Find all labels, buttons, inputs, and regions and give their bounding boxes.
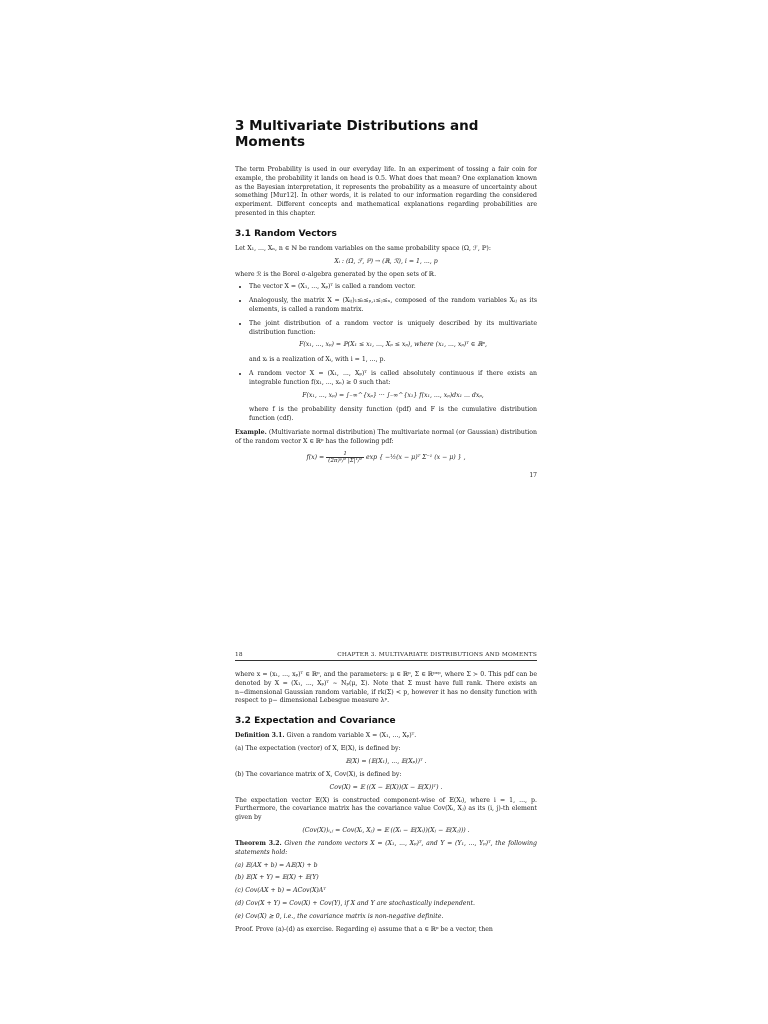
theorem-item-a: (a) 𝔼(AX + b) = A𝔼(X) + b [235,861,318,869]
theorem-text: Given the random vectors X = (X₁, ..., Xₚ)ᵀ, and Y = (Y₁, ..., Yₚ)ᵀ, the following statements hold: [235,839,537,856]
fraction [326,451,364,464]
borel-line: where ℛ is the Borel σ-algebra generated by the open sets of ℝ. [235,270,437,278]
bullet-absolutely-continuous: A random vector X = (X₁, ..., Xₚ)ᵀ is called absolutely continuous if there exists an integrable function f(x₁, ..., xₙ) ≥ 0 such that: [249,369,537,386]
eq-lhs: f(x) = [306,453,325,461]
definitions-list [235,283,537,424]
bullet-random-vector: The vector X = (X₁, ..., Xₚ)ᵀ is called a random vector. [249,283,416,291]
equation-mapping: Xᵢ : (Ω, ℱ, ℙ) → (ℝ, ℛ), i = 1, ..., p [334,257,438,265]
equation-cdf: F(x₁, ..., xₚ) = ℙ(X₁ ≤ x₁, ..., Xₚ ≤ xₚ), where (x₁, ..., xₚ)ᵀ ∈ ℝᵖ, [299,341,487,349]
page-18 [235,652,537,938]
section-title-random-vectors: 3.1 Random Vectors [235,228,337,239]
equation-covariance-element: (Cov(X))ᵢ,ⱼ = Cov(Xᵢ, Xⱼ) = 𝔼 ((Xᵢ − 𝔼(Xᵢ))(Xⱼ − 𝔼(Xⱼ))) . [302,826,470,834]
eq-rhs: exp { −½(x − μ)ᵀ Σ⁻¹ (x − μ) } , [365,453,466,461]
page-17 [235,118,537,479]
equation-expectation: 𝔼(X) = (𝔼(X₁), ..., 𝔼(Xₚ))ᵀ . [345,757,427,765]
equation-gaussian-pdf [235,451,537,464]
list-item [249,320,537,365]
section-title-expectation: 3.2 Expectation and Covariance [235,716,396,727]
theorem-item-d: (d) Cov(X + Y) = Cov(X) + Cov(Y), if X and Y are stochastically independent. [235,899,475,907]
theorem-paragraph [235,840,537,858]
equation-covariance: Cov(X) = 𝔼 ((X − 𝔼(X))(X − 𝔼(X))ᵀ) . [329,783,443,791]
bullet-pdf-cdf: where f is the probability density function (pdf) and F is the cumulative distribution function (cdf). [249,406,537,423]
theorem-label: Theorem 3.2. [235,839,282,847]
bullet-random-matrix: Analogously, the matrix X = (Xᵢⱼ)₁≤ᵢ≤ₚ,₁≤ⱼ≤ₙ, composed of the random variables Xᵢⱼ as its elements, is called a random matrix. [249,297,537,313]
definition-label: Definition 3.1. [235,732,285,740]
header-page-number: 18 [235,652,243,658]
example-paragraph [235,429,537,447]
page-number: 17 [529,471,537,479]
fraction-numerator: 1 [326,451,364,458]
header-chapter: CHAPTER 3. MULTIVARIATE DISTRIBUTIONS AND MOMENTS [337,652,537,658]
list-item [249,283,537,292]
covariance-paragraph: The expectation vector 𝔼(X) is constructed component-wise of 𝔼(Xᵢ), where i = 1, ..., p. Furthermore, the covariance matrix has the covariance value Cov(Xᵢ, Xⱼ) as its (i, j)-th element given by [235,796,537,822]
definition-b: (b) The covariance matrix of X, Cov(X), is defined by: [235,770,402,778]
list-item [249,297,537,315]
gaussian-notes-paragraph: where x = (x₁, ..., xₚ)ᵀ ∈ ℝᵖ, and the parameters: μ ∈ ℝᵖ, Σ ∈ ℝᵖˣᵖ, where Σ ≻ 0. This pdf can be denoted by X = (X₁, ..., Xₚ)ᵀ ∼ Nₚ(μ, Σ). Note that Σ must have full rank. There exists an n−dimensional Gaussian random variable, if rk(Σ) < p, however it has no density function with respect to p− dimensional Lebesgue measure λᵖ. [235,671,537,705]
theorem-item-c: (c) Cov(AX + b) = ACov(X)Aᵀ [235,887,326,895]
definition-paragraph [235,732,537,741]
theorem-item-e: (e) Cov(X) ⪰ 0, i.e., the covariance matrix is non-negative definite. [235,912,444,920]
random-vectors-line: Let X₁, ..., Xₙ, n ∈ ℕ be random variables on the same probability space (Ω, ℱ, ℙ): [235,244,491,252]
example-label: Example. [235,428,267,436]
example-text: (Multivariate normal distribution) The multivariate normal (or Gaussian) distribution of the random vector X ∈ ℝᵖ has the following pdf: [235,428,537,445]
definition-a: (a) The expectation (vector) of X, 𝔼(X), is defined by: [235,744,401,752]
proof-line: Proof. Prove (a)-(d) as exercise. Regarding e) assume that a ∈ ℝᵖ be a vector, then [235,925,493,933]
bullet-joint-distribution: The joint distribution of a random vector is uniquely described by its multivariate distribution function: [249,319,537,336]
fraction-denominator: (2π)ᵖ/² |Σ|¹/² [328,457,363,464]
list-item [249,370,537,424]
intro-paragraph: The term Probability is used in our everyday life. In an experiment of tossing a fair coin for example, the probability it lands on head is 0.5. What does that mean? One explanation known as the Bayesian interpretation, it represents the probability as a measure of uncertainty about something [Mur12]. In other words, it is related to our information regarding the considered experiment. Different concepts and mathematical explanations regarding probabilities are presented in this chapter. [235,166,537,217]
definition-text: Given a random variable X = (X₁, ..., Xₚ)ᵀ. [286,732,417,740]
equation-integral: F(x₁, ..., xₚ) = ∫₋∞^{xₚ} ··· ∫₋∞^{x₁} f(x₁, ..., xₚ)dx₁ ... dxₚ, [302,391,484,399]
theorem-item-b: (b) 𝔼(X + Y) = 𝔼(X) + 𝔼(Y) [235,874,319,882]
bullet-realization: and xᵢ is a realization of Xᵢ, with i = 1, ..., p. [249,356,386,364]
chapter-title: 3 Multivariate Distributions and Moments [235,118,479,150]
running-header [235,652,537,661]
